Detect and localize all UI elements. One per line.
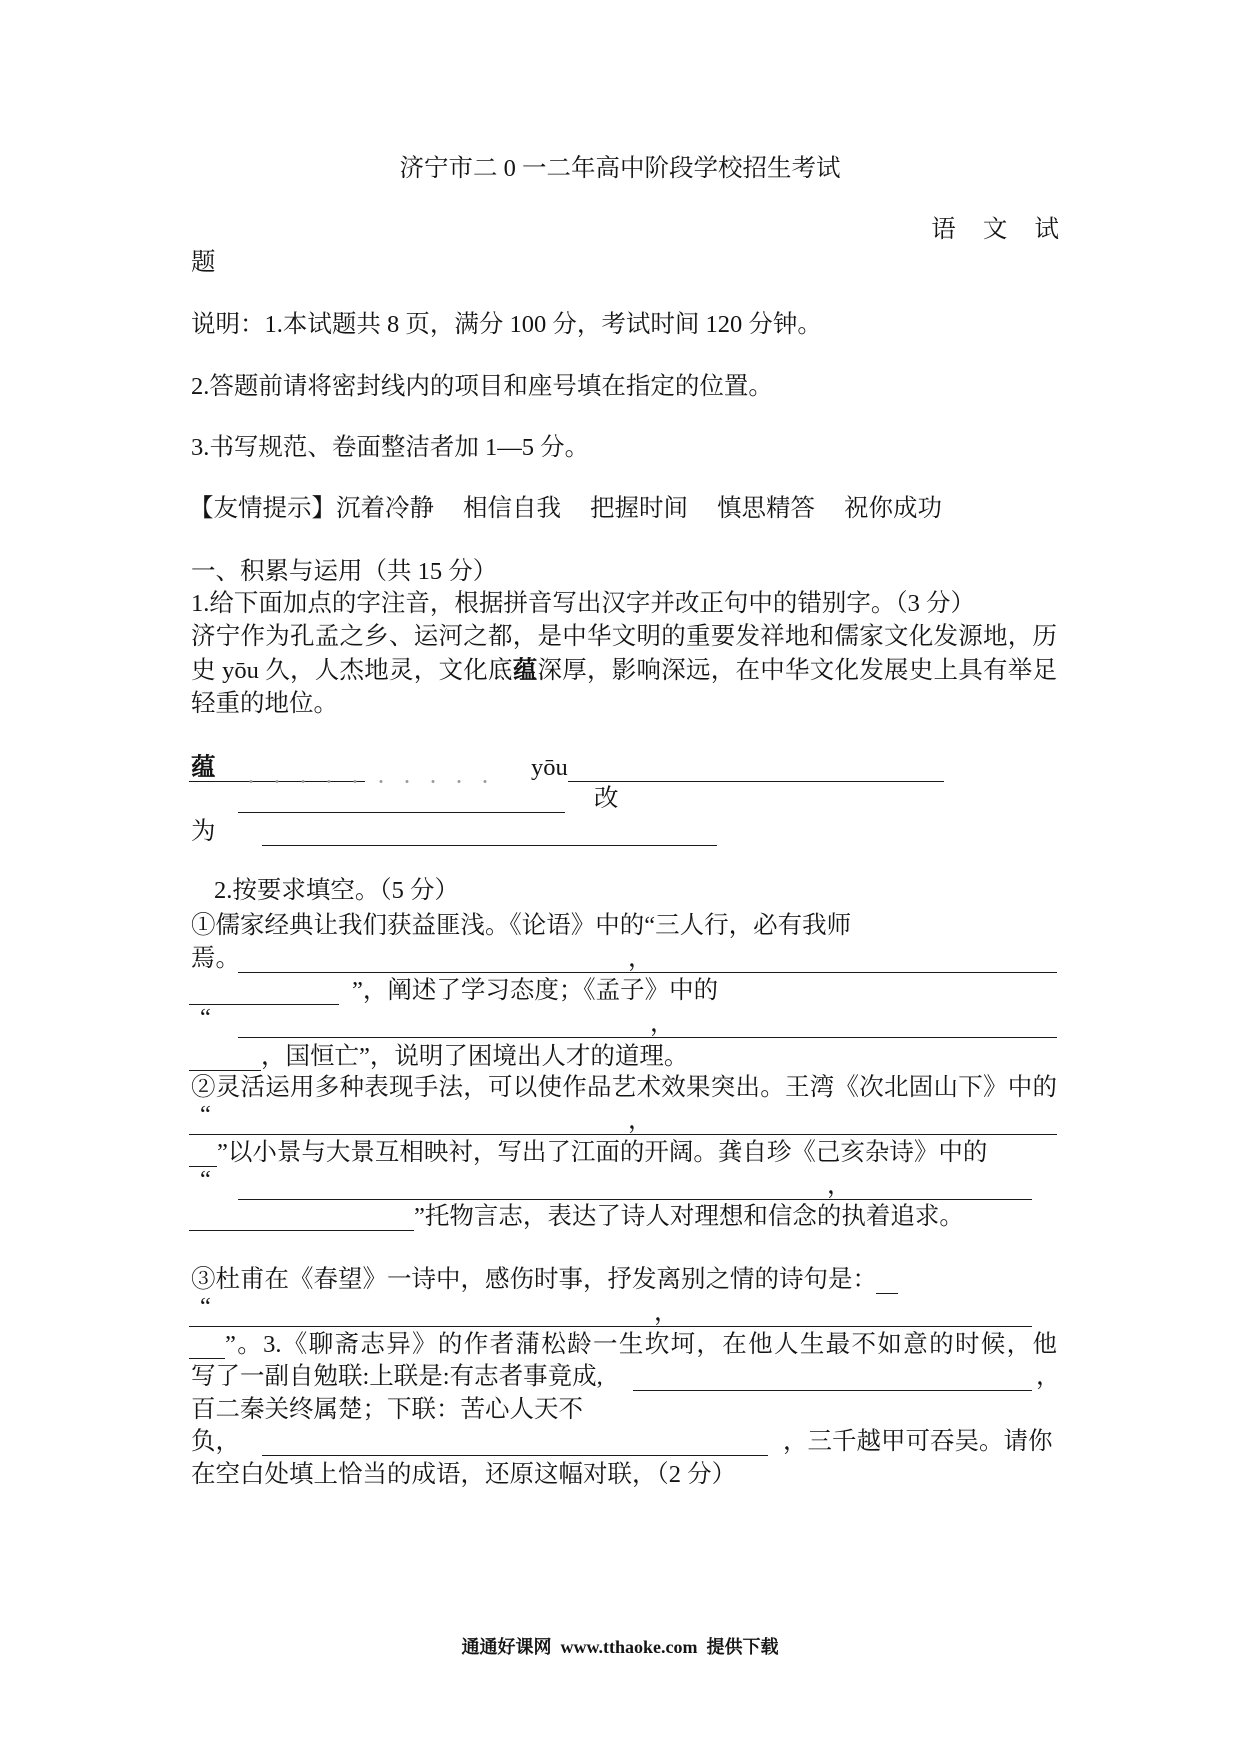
answer-blank — [189, 976, 339, 1005]
friendly-tips-row — [0, 494, 1240, 524]
question-prompt-row — [0, 876, 1240, 906]
instruction-row — [0, 310, 1240, 340]
correction-label: 为 — [191, 818, 216, 845]
answer-blank — [262, 817, 717, 846]
answer-char-label: 蕴 — [191, 754, 216, 781]
question-text: ，三千越甲可吞吴。请你 — [783, 1428, 1053, 1455]
question-row — [0, 1042, 1240, 1072]
answer-row — [0, 817, 1240, 847]
question-text: ”托物言志，表达了诗人对理想和信念的执着追求。 — [414, 1203, 964, 1230]
question-text: ①儒家经典让我们获益匪浅。《论语》中的“三人行，必有我师 — [191, 912, 852, 939]
answer-blank — [262, 1427, 768, 1456]
question-row — [0, 1101, 1240, 1136]
question-1-prompt: 1.给下面加点的字注音，根据拼音写出汉字并改正句中的错别字。（3 分） — [191, 590, 975, 617]
question-text: ”，阐述了学习态度；《孟子》中的 — [352, 977, 719, 1004]
question-row — [0, 1293, 1240, 1328]
passage-row — [0, 622, 1240, 652]
answer-blank — [238, 1009, 1057, 1038]
question-text: ②灵活运用多种表现手法，可以使作品艺术效果突出。王湾《次北固山下》中的 — [191, 1074, 1057, 1101]
comma: ， — [1036, 1363, 1061, 1390]
question-row — [0, 911, 1240, 941]
exam-title: 济宁市二 0 一二年高中阶段学校招生考试 — [399, 155, 841, 182]
instruction-row — [0, 433, 1240, 463]
subject-label-wrap: 题 — [191, 249, 216, 276]
answer-row — [0, 753, 1240, 783]
question-prompt-row — [0, 589, 1240, 619]
question-text: 百二秦关终属楚；下联：苦心人天不 — [191, 1396, 583, 1423]
title-row — [0, 154, 1240, 184]
question-row — [0, 1073, 1240, 1103]
tip-item: 相信自我 — [463, 495, 561, 522]
question-row — [0, 1138, 1240, 1168]
question-row — [0, 1330, 1240, 1360]
friendly-tips — [189, 494, 942, 524]
question-row — [0, 944, 1240, 974]
answer-blank — [238, 784, 565, 813]
answer-blank — [189, 1106, 1057, 1135]
answer-row — [0, 784, 1240, 814]
tip-item: 祝你成功 — [844, 495, 942, 522]
question-text: 在空白处填上恰当的成语，还原这幅对联，（2 分） — [191, 1461, 737, 1488]
tip-item: 把握时间 — [590, 495, 688, 522]
question-row — [0, 1362, 1240, 1392]
dotted-character: 蕴 — [512, 657, 538, 684]
answer-blank — [876, 1265, 898, 1294]
comma: ， — [654, 1299, 679, 1326]
passage-row — [0, 656, 1240, 686]
answer-blank — [189, 1202, 414, 1231]
answer-blank — [189, 1298, 1032, 1327]
open-quote: “ — [200, 1166, 211, 1193]
comma: ， — [827, 1172, 852, 1199]
open-quote: “ — [200, 1004, 211, 1031]
answer-blank — [568, 753, 944, 782]
instruction-row — [0, 372, 1240, 402]
answer-blank — [189, 1138, 217, 1167]
passage-line: 济宁作为孔孟之乡、运河之都，是中华文明的重要发祥地和儒家文化发源地，历 — [191, 623, 1057, 650]
footer-row — [0, 1635, 1240, 1659]
question-text: ，国恒亡”，说明了困境出人才的道理。 — [261, 1043, 689, 1070]
question-text: ”以小景与大景互相映衬，写出了江面的开阔。龚自珍《己亥杂诗》中的 — [217, 1139, 988, 1166]
section-heading: 一、积累与运用（共 15 分） — [191, 558, 498, 585]
tip-item: 慎思精答 — [717, 495, 815, 522]
question-row — [0, 1395, 1240, 1425]
question-row — [0, 1460, 1240, 1490]
correction-label: 改 — [594, 785, 619, 812]
answer-blank — [633, 1362, 1032, 1391]
download-footer: 通通好课网 www.tthaoke.com 提供下载 — [461, 1637, 779, 1657]
question-text: 负， — [191, 1428, 240, 1455]
question-text: 焉。 — [191, 945, 240, 972]
comma: ， — [628, 1107, 653, 1134]
section-heading-row — [0, 557, 1240, 587]
open-quote: “ — [200, 1293, 211, 1320]
answer-blank — [238, 1171, 1032, 1200]
tip-item: 沉着冷静 — [336, 495, 434, 522]
passage-row — [0, 689, 1240, 719]
comma: ， — [650, 1010, 675, 1037]
answer-blank — [189, 1042, 261, 1071]
passage-line — [191, 656, 1057, 686]
tips-label: 【友情提示】 — [189, 495, 336, 522]
subject-row — [0, 215, 1240, 245]
question-text: 写了一副自勉联:上联是:有志者事竟成, — [191, 1363, 603, 1390]
question-2-heading: 2.按要求填空。（5 分） — [214, 877, 459, 904]
passage-line: 轻重的地位。 — [191, 690, 338, 717]
question-row — [0, 1202, 1240, 1232]
comma: ， — [628, 945, 653, 972]
subject-label: 语 文 试 — [931, 216, 1059, 243]
question-row — [0, 1265, 1240, 1295]
question-row — [0, 1427, 1240, 1457]
instruction-1: 说明：1.本试题共 8 页，满分 100 分，考试时间 120 分钟。 — [191, 311, 822, 338]
question-text: ”。3.《聊斋志异》的作者蒲松龄一生坎坷，在他人生最不如意的时候，他 — [225, 1331, 1057, 1358]
answer-blank — [189, 1330, 225, 1359]
instruction-2: 2.答题前请将密封线内的项目和座号填在指定的位置。 — [191, 373, 773, 400]
question-row — [0, 1166, 1240, 1201]
passage-text: 深厚，影响深远，在中华文化发展史上具有举足 — [537, 657, 1057, 684]
question-row — [0, 1004, 1240, 1039]
instruction-3: 3.书写规范、卷面整洁者加 1—5 分。 — [191, 434, 590, 461]
answer-pinyin-label: yōu — [531, 754, 568, 781]
passage-text: 史 yōu 久，人杰地灵，文化底 — [191, 657, 513, 684]
subject-wrap-row — [0, 248, 1240, 278]
question-row — [0, 976, 1240, 1006]
open-quote: “ — [200, 1101, 211, 1128]
question-text: ③杜甫在《春望》一诗中，感伤时事，抒发离别之情的诗句是： — [191, 1266, 877, 1293]
